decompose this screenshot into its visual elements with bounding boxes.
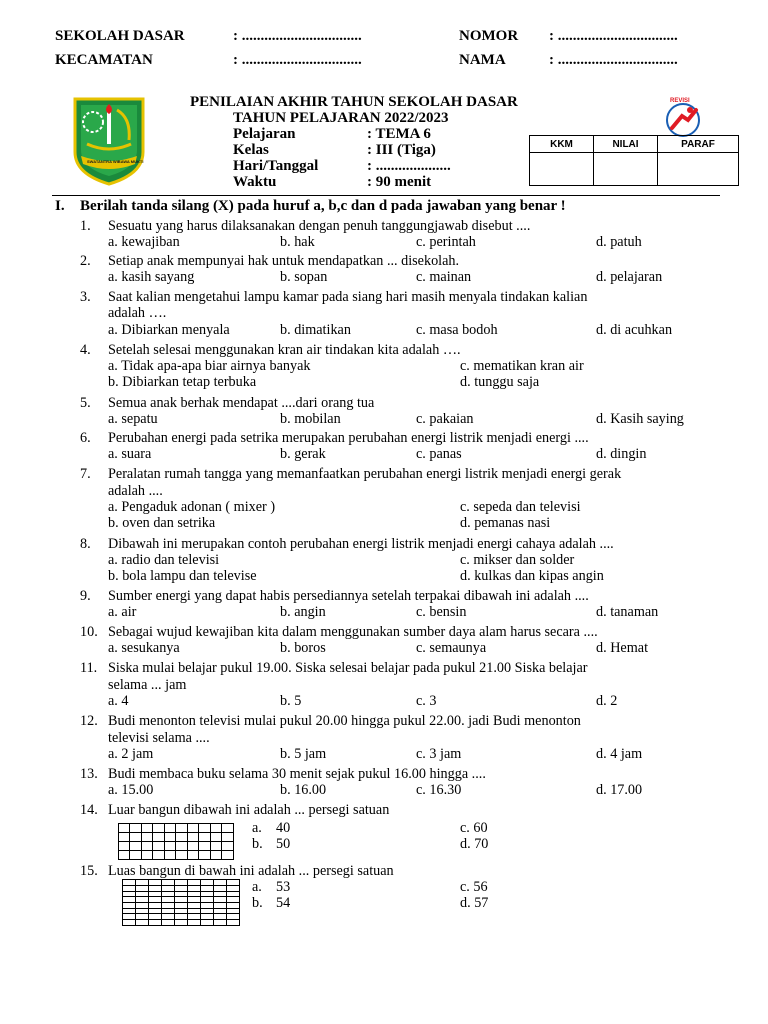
option-c[interactable]: c. 60 bbox=[460, 820, 488, 836]
time-label: Waktu bbox=[233, 174, 277, 190]
option-c[interactable]: c. bensin bbox=[416, 604, 467, 620]
question-text: Luas bangun di bawah ini adalah ... persegi satuan bbox=[108, 863, 394, 879]
option-b[interactable]: b. 5 jam bbox=[280, 746, 327, 762]
question-number: 7. bbox=[80, 466, 91, 482]
question-number: 11. bbox=[80, 660, 98, 676]
class-label: Kelas bbox=[233, 142, 269, 158]
question-text: Sumber energi yang dapat habis persediannya setelah terpakai dibawah ini adalah .... bbox=[108, 588, 589, 604]
revisi-badge-icon bbox=[660, 98, 706, 138]
question-text: Siska mulai belajar pukul 19.00. Siska selesai belajar pada pukul 21.00 Siska belajar bbox=[108, 660, 588, 676]
option-b[interactable]: b. angin bbox=[280, 604, 326, 620]
revisi-label: REVISI bbox=[670, 98, 690, 104]
section-number: I. bbox=[55, 198, 65, 214]
option-d[interactable]: d. 4 jam bbox=[596, 746, 643, 762]
question-text: Semua anak berhak mendapat ....dari orang tua bbox=[108, 395, 375, 411]
option-b[interactable]: b. sopan bbox=[280, 269, 328, 285]
nilai-header: NILAI bbox=[594, 136, 658, 153]
option-a[interactable]: a. 2 jam bbox=[108, 746, 154, 762]
option-d[interactable]: d. pemanas nasi bbox=[460, 515, 551, 531]
option-a[interactable]: a. air bbox=[108, 604, 137, 620]
option-c[interactable]: c. semaunya bbox=[416, 640, 487, 656]
question-text: Budi menonton televisi mulai pukul 20.00 hingga pukul 22.00. jadi Budi menonton bbox=[108, 713, 581, 729]
option-b[interactable]: b. 16.00 bbox=[280, 782, 327, 798]
question-text: Budi membaca buku selama 30 menit sejak pukul 16.00 hingga .... bbox=[108, 766, 486, 782]
option-b-value[interactable]: 54 bbox=[276, 895, 291, 911]
question-text: Saat kalian mengetahui lampu kamar pada siang hari masih menyala tindakan kalian bbox=[108, 289, 588, 305]
option-a[interactable]: a. kasih sayang bbox=[108, 269, 195, 285]
question-number: 9. bbox=[80, 588, 91, 604]
option-a[interactable]: a. Tidak apa-apa biar airnya banyak bbox=[108, 358, 311, 374]
option-a[interactable]: a. Pengaduk adonan ( mixer ) bbox=[108, 499, 276, 515]
emblem-motto: SWATANTRA WIBAWA MUKTI bbox=[87, 159, 144, 164]
option-b[interactable]: b. bbox=[252, 836, 263, 852]
option-c[interactable]: c. mematikan kran air bbox=[460, 358, 584, 374]
nilai-cell[interactable] bbox=[594, 153, 658, 186]
subject-value: : TEMA 6 bbox=[367, 126, 431, 142]
option-d[interactable]: d. di acuhkan bbox=[596, 322, 673, 338]
school-label: SEKOLAH DASAR bbox=[55, 28, 185, 44]
option-b[interactable]: b. oven dan setrika bbox=[108, 515, 216, 531]
option-c[interactable]: c. mainan bbox=[416, 269, 472, 285]
option-a[interactable]: a. sesukanya bbox=[108, 640, 180, 656]
number-field[interactable]: : ................................ bbox=[549, 28, 678, 44]
option-d[interactable]: d. 70 bbox=[460, 836, 489, 852]
district-label: KECAMATAN bbox=[55, 52, 153, 68]
date-field[interactable]: : .................... bbox=[367, 158, 451, 174]
exam-year: TAHUN PELAJARAN 2022/2023 bbox=[233, 110, 449, 126]
option-b[interactable]: b. Dibiarkan tetap terbuka bbox=[108, 374, 257, 390]
section-instruction: Berilah tanda silang (X) pada huruf a, b,c dan d pada jawaban yang benar ! bbox=[80, 198, 566, 214]
question-number: 15. bbox=[80, 863, 98, 879]
class-value: : III (Tiga) bbox=[367, 142, 436, 158]
question-number: 10. bbox=[80, 624, 98, 640]
time-value: : 90 menit bbox=[367, 174, 432, 190]
option-d[interactable]: d. Kasih saying bbox=[596, 411, 684, 427]
question-text: Sebagai wujud kewajiban kita dalam menggunakan sumber daya alam harus secara .... bbox=[108, 624, 598, 640]
question-text: Dibawah ini merupakan contoh perubahan energi listrik menjadi energi cahaya adalah .... bbox=[108, 536, 614, 552]
question-text-cont: televisi selama .... bbox=[108, 730, 210, 746]
question-text: Luar bangun dibawah ini adalah ... persegi satuan bbox=[108, 802, 390, 818]
name-field[interactable]: : ................................ bbox=[549, 52, 678, 68]
question-number: 14. bbox=[80, 802, 98, 818]
kkm-cell[interactable] bbox=[530, 153, 594, 186]
question-number: 6. bbox=[80, 430, 91, 446]
option-a[interactable]: a. 4 bbox=[108, 693, 129, 709]
option-a[interactable]: a. kewajiban bbox=[108, 234, 180, 250]
question-text: Sesuatu yang harus dilaksanakan dengan penuh tanggungjawab disebut .... bbox=[108, 218, 531, 234]
option-b[interactable]: b. boros bbox=[280, 640, 326, 656]
question-text: Setelah selesai menggunakan kran air tindakan kita adalah …. bbox=[108, 342, 461, 358]
option-b-value[interactable]: 50 bbox=[276, 836, 291, 852]
paraf-cell[interactable] bbox=[658, 153, 739, 186]
area-grid-figure bbox=[122, 879, 240, 927]
header-divider bbox=[52, 195, 720, 196]
option-a-value[interactable]: 40 bbox=[276, 820, 291, 836]
option-b[interactable]: b. gerak bbox=[280, 446, 326, 462]
option-d[interactable]: d. tunggu saja bbox=[460, 374, 540, 390]
option-c[interactable]: c. 56 bbox=[460, 879, 488, 895]
option-d[interactable]: d. dingin bbox=[596, 446, 647, 462]
question-number: 2. bbox=[80, 253, 91, 269]
question-text-cont: selama ... jam bbox=[108, 677, 187, 693]
area-grid-figure bbox=[118, 823, 234, 861]
option-b[interactable]: b. dimatikan bbox=[280, 322, 351, 338]
date-label: Hari/Tanggal bbox=[233, 158, 319, 174]
paraf-header: PARAF bbox=[658, 136, 739, 153]
question-number: 12. bbox=[80, 713, 98, 729]
question-number: 8. bbox=[80, 536, 91, 552]
option-c[interactable]: c. panas bbox=[416, 446, 462, 462]
option-b[interactable]: b. hak bbox=[280, 234, 315, 250]
option-d[interactable]: d. Hemat bbox=[596, 640, 649, 656]
option-d[interactable]: d. kulkas dan kipas angin bbox=[460, 568, 604, 584]
option-d[interactable]: d. 57 bbox=[460, 895, 489, 911]
option-c[interactable]: c. 16.30 bbox=[416, 782, 462, 798]
option-a[interactable]: a. suara bbox=[108, 446, 152, 462]
question-text-cont: adalah .... bbox=[108, 483, 163, 499]
kkm-header: KKM bbox=[530, 136, 594, 153]
option-a[interactable]: a. 15.00 bbox=[108, 782, 154, 798]
option-d[interactable]: d. 2 bbox=[596, 693, 618, 709]
option-a[interactable]: a. radio dan televisi bbox=[108, 552, 220, 568]
option-b[interactable]: b. bbox=[252, 895, 263, 911]
option-d[interactable]: d. patuh bbox=[596, 234, 642, 250]
option-b[interactable]: b. 5 bbox=[280, 693, 302, 709]
score-table bbox=[529, 135, 739, 186]
question-text: Perubahan energi pada setrika merupakan perubahan energi listrik menjadi energi .... bbox=[108, 430, 589, 446]
option-c[interactable]: c. pakaian bbox=[416, 411, 474, 427]
revisi-logo bbox=[660, 98, 706, 138]
question-number: 5. bbox=[80, 395, 91, 411]
school-field[interactable]: : ................................ bbox=[233, 28, 362, 44]
option-a[interactable]: a. Dibiarkan menyala bbox=[108, 322, 230, 338]
option-b[interactable]: b. bola lampu dan televise bbox=[108, 568, 257, 584]
exam-title: PENILAIAN AKHIR TAHUN SEKOLAH DASAR bbox=[190, 94, 518, 110]
option-c[interactable]: c. 3 bbox=[416, 693, 437, 709]
option-c[interactable]: c. mikser dan solder bbox=[460, 552, 575, 568]
question-text: Setiap anak mempunyai hak untuk mendapatkan ... disekolah. bbox=[108, 253, 460, 269]
question-text: Peralatan rumah tangga yang memanfaatkan perubahan energi listrik menjadi energi gerak bbox=[108, 466, 622, 482]
option-a[interactable]: a. bbox=[252, 820, 262, 836]
subject-label: Pelajaran bbox=[233, 126, 296, 142]
option-b[interactable]: b. mobilan bbox=[280, 411, 341, 427]
option-c[interactable]: c. masa bodoh bbox=[416, 322, 498, 338]
question-number: 3. bbox=[80, 289, 91, 305]
option-d[interactable]: d. tanaman bbox=[596, 604, 659, 620]
option-c[interactable]: c. sepeda dan televisi bbox=[460, 499, 581, 515]
option-c[interactable]: c. 3 jam bbox=[416, 746, 462, 762]
option-a-value[interactable]: 53 bbox=[276, 879, 291, 895]
option-a[interactable]: a. bbox=[252, 879, 262, 895]
option-c[interactable]: c. perintah bbox=[416, 234, 476, 250]
question-number: 4. bbox=[80, 342, 91, 358]
question-text-cont: adalah …. bbox=[108, 305, 167, 321]
option-d[interactable]: d. pelajaran bbox=[596, 269, 663, 285]
option-d[interactable]: d. 17.00 bbox=[596, 782, 643, 798]
option-a[interactable]: a. sepatu bbox=[108, 411, 158, 427]
number-label: NOMOR bbox=[459, 28, 519, 44]
question-number: 1. bbox=[80, 218, 91, 234]
school-emblem-icon bbox=[71, 96, 147, 186]
question-number: 13. bbox=[80, 766, 98, 782]
name-label: NAMA bbox=[459, 52, 506, 68]
district-field[interactable]: : ................................ bbox=[233, 52, 362, 68]
